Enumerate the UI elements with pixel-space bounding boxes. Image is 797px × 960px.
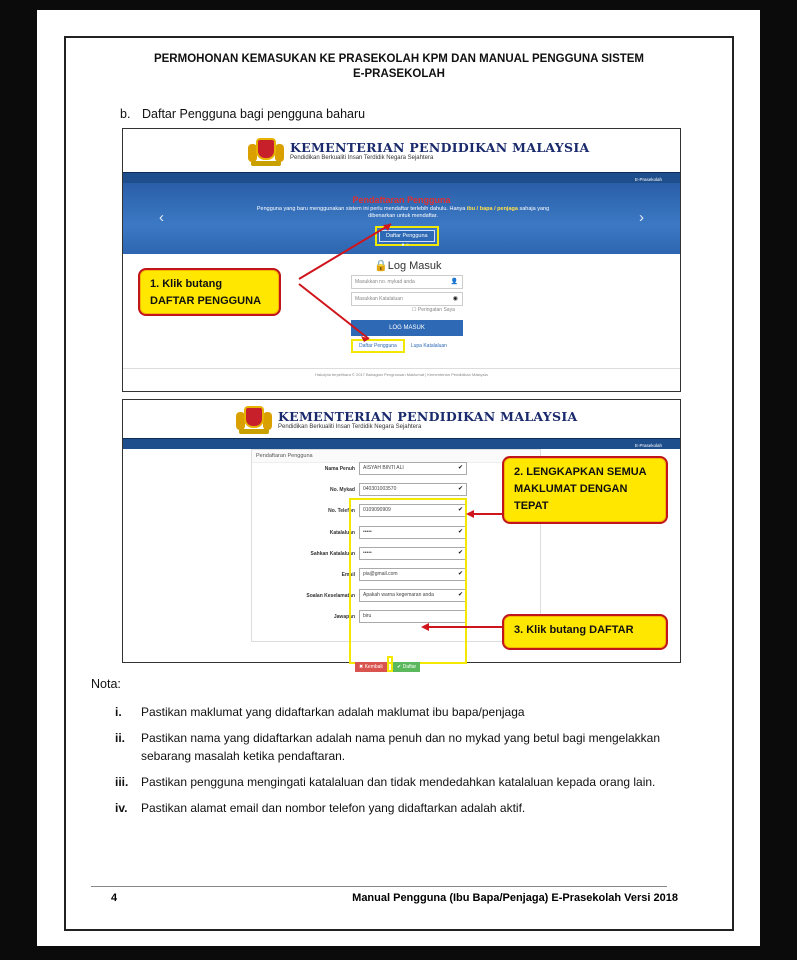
note-item	[91, 773, 691, 791]
note-number: iv.	[115, 801, 128, 815]
register-link[interactable]: Daftar Pengguna	[351, 339, 405, 353]
check-icon: ✔	[457, 550, 463, 556]
section-title: Daftar Pengguna bagi pengguna baharu	[142, 107, 366, 121]
title-line-2: E-PRASEKOLAH	[352, 68, 445, 80]
field-label: Soalan Keselamatan	[306, 593, 355, 599]
field-value: 0109090909	[363, 507, 391, 513]
password-placeholder: Masukkan Katalaluan	[355, 296, 403, 302]
field-value: •••••	[363, 529, 372, 535]
slider-text-bold: ibu / bapa / penjaga	[466, 206, 518, 212]
check-icon: ✔	[457, 529, 463, 535]
user-icon: 👤	[450, 279, 458, 285]
field-label: Nama Penuh	[324, 466, 355, 472]
annotation-arrows	[123, 129, 682, 393]
check-icon: ✔	[457, 465, 463, 471]
remember-label: Peringatan Saya	[417, 307, 455, 313]
note-text: Pastikan nama yang didaftarkan adalah nama penuh dan no mykad yang betul bagi mengelakkan sebarang masalah ketika pendaftaran.	[141, 731, 661, 763]
site-brand-2: KEMENTERIAN PENDIDIKAN MALAYSIA	[278, 408, 578, 424]
site-tagline: Pendidikan Berkualiti Insan Terdidik Negara Sejahtera	[290, 155, 434, 161]
note-item	[91, 799, 691, 817]
next-arrow-icon[interactable]: ›	[639, 209, 644, 226]
cancel-button[interactable]: ✖ Kembali	[355, 662, 387, 672]
site-brand: KEMENTERIAN PENDIDIKAN MALAYSIA	[290, 140, 590, 155]
document-title	[66, 52, 732, 82]
slider-dots[interactable]: ● ○	[401, 242, 409, 248]
login-title-text: Log Masuk	[387, 260, 442, 272]
field-label: Katalaluan	[329, 530, 355, 536]
note-text: Pastikan pengguna mengingati katalaluan dan tidak mendedahkan katalaluan kepada orang lain.	[141, 775, 656, 789]
callout-step-3: 3. Klik butang DAFTAR	[502, 614, 668, 650]
check-icon: ✔	[457, 571, 463, 577]
slider-heading: Pendaftaran Pengguna	[352, 195, 451, 205]
page-number: 4	[111, 892, 118, 904]
prev-arrow-icon[interactable]: ‹	[159, 209, 164, 226]
title-line-1: PERMOHONAN KEMASUKAN KE PRASEKOLAH KPM DAN MANUAL PENGGUNA SISTEM	[153, 53, 645, 65]
submit-button[interactable]: ✔ Daftar	[393, 662, 420, 672]
slider-text-a: Pengguna yang baru menggunakan sistem ini perlu mendaftar terlebih dahulu. Hanya	[256, 206, 466, 212]
field-value: •••••	[363, 550, 372, 556]
field-value: AISYAH BINTI ALI	[363, 465, 404, 471]
field-label: No. Telefon	[328, 508, 355, 514]
notes-heading: Nota:	[91, 677, 121, 691]
note-number: i.	[115, 705, 122, 719]
breadcrumb-2: E-Prasekolah	[123, 442, 680, 449]
section-letter: b.	[120, 107, 131, 121]
note-item	[91, 703, 691, 721]
note-text: Pastikan maklumat yang didaftarkan adalah maklumat ibu bapa/penjaga	[141, 705, 525, 719]
section-heading	[120, 107, 365, 121]
note-number: iii.	[115, 775, 129, 789]
note-item	[91, 729, 691, 765]
field-value: biru	[363, 613, 372, 619]
field-label: No. Mykad	[329, 487, 355, 493]
field-label: Jawapan	[333, 614, 355, 620]
field-value: Apakah warna kegemaran anda	[363, 592, 434, 598]
site-tagline-2: Pendidikan Berkualiti Insan Terdidik Negara Sejahtera	[278, 423, 422, 430]
screenshot-login-page	[122, 128, 681, 392]
breadcrumb: E-Prasekolah	[123, 176, 680, 183]
slider-text-b: sahaja yang dibenarkan untuk mendaftar.	[368, 206, 550, 219]
field-value: 040301003570	[363, 486, 397, 492]
forgot-password-link[interactable]: Lupa Katalaluan	[410, 343, 447, 349]
callout-step-1: 1. Klik butang DAFTAR PENGGUNA	[138, 268, 281, 316]
document-page	[37, 10, 760, 946]
check-icon: ✔	[457, 592, 463, 598]
check-icon: ✔	[457, 486, 463, 492]
callout-step-2: 2. LENGKAPKAN SEMUA MAKLUMAT DENGAN TEPAT	[502, 456, 668, 524]
field-value: pia@gmail.com	[363, 571, 398, 577]
site-footer: Hakcipta terpelihara © 2017 Bahagian Pengurusan Maklumat | Kementerian Pendidikan Malaysia	[123, 368, 680, 384]
login-title: 🔒Log Masuk	[374, 260, 442, 272]
check-icon: ✔	[457, 507, 463, 513]
notes-list	[91, 703, 691, 825]
manual-title: Manual Pengguna (Ibu Bapa/Penjaga) E-Prasekolah Versi 2018	[352, 892, 678, 904]
field-label: Sahkan Katalaluan	[310, 551, 355, 557]
footer-rule	[91, 886, 667, 887]
eye-icon: ◉	[452, 296, 458, 302]
note-number: ii.	[115, 731, 126, 745]
mykad-placeholder: Masukkan no. mykad anda	[355, 279, 415, 285]
login-button[interactable]: LOG MASUK	[351, 320, 463, 336]
slider-register-button[interactable]: Daftar Pengguna	[379, 230, 435, 242]
form-title: Pendaftaran Pengguna	[252, 450, 540, 463]
remember-checkbox[interactable]: ☐ Peringatan Saya	[412, 307, 455, 313]
field-label: Email	[341, 572, 355, 578]
note-text: Pastikan alamat email dan nombor telefon yang didaftarkan adalah aktif.	[141, 801, 526, 815]
